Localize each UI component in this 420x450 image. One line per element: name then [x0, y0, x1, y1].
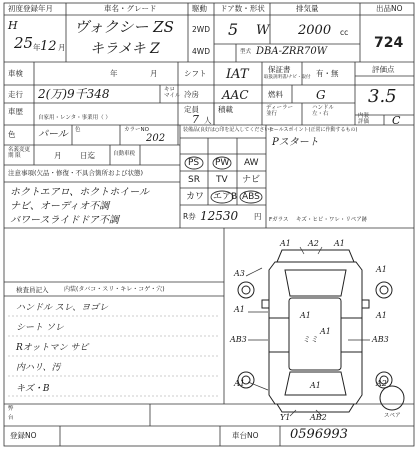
- month-unit: 月: [58, 43, 66, 52]
- damage-label: AB2: [310, 413, 327, 422]
- recycle-unit: 円: [254, 212, 262, 221]
- drive-label: 駆動: [192, 4, 207, 13]
- model-code: DBA-ZRR70W: [256, 46, 327, 57]
- inspector-line-5: キズ・B: [16, 384, 50, 394]
- inspector-line-3: Rオットマン サビ: [16, 343, 89, 353]
- renewal-day: 日迄: [80, 151, 95, 160]
- equip-ps: PS: [188, 158, 200, 168]
- capacity-sub: 積載: [218, 105, 233, 114]
- equip-navi: ナビ: [242, 175, 261, 185]
- damage-label: AB3: [230, 335, 247, 344]
- reg-month: 12: [40, 39, 57, 54]
- renewal-label: 名義変更 期 限: [8, 147, 31, 159]
- lot-number: 724: [374, 35, 404, 51]
- color-code-label: 色: [75, 127, 81, 133]
- damage-label: A2: [308, 239, 319, 248]
- history-options: 自家用・レンタ・事業用（ ）: [38, 115, 111, 121]
- note-line-2: ナビ、オーディオ不調: [10, 201, 110, 212]
- grade: キラメキ Z: [90, 41, 160, 57]
- equip-tv: TV: [216, 175, 228, 185]
- spare-label: スペア: [384, 413, 401, 419]
- color-value: パール: [38, 129, 68, 140]
- note-line-1: ホクトエアロ、ホクトホイール: [10, 187, 149, 198]
- damage-label: A1: [280, 239, 291, 248]
- footer-left-sub: 台: [8, 415, 14, 421]
- door-label: ドア数・形状: [220, 4, 265, 13]
- score-value: 3.5: [368, 86, 397, 107]
- equip-airbag: エアB: [213, 192, 238, 202]
- inspector-line-2: シート ソレ: [16, 323, 64, 333]
- damage-label: A1: [376, 265, 387, 274]
- displacement-label: 排気量: [296, 4, 319, 13]
- recycle-label: R券: [183, 212, 196, 221]
- warranty-label: 保証書: [268, 65, 291, 74]
- chassis-number: 0596993: [290, 427, 348, 442]
- sales-label: セールスポイント(正常に作動するもの): [269, 127, 358, 133]
- score-label: 評価点: [372, 65, 395, 74]
- damage-label: A1: [376, 311, 387, 320]
- capacity-unit: 人: [204, 116, 212, 125]
- fuel-value: G: [316, 88, 326, 102]
- renewal-month: 月: [54, 151, 62, 160]
- damage-label: A1: [310, 381, 321, 390]
- lot-label: 出品NO: [376, 4, 403, 13]
- f-glass-options: キズ・ヒビ・ワレ・リペア跡: [296, 217, 368, 223]
- equip-leather: カワ: [186, 192, 205, 202]
- handle-label: ハンドル 左・右: [312, 105, 335, 117]
- inspector-options: 内装(タバコ・スリ・キレ・コゲ・穴): [64, 286, 165, 293]
- interior-label: 内装 評価: [358, 113, 370, 125]
- color-no-label: カラーNO: [124, 127, 149, 133]
- sales-point: Pスタート: [272, 137, 319, 148]
- ac-label: 冷房: [184, 90, 199, 99]
- reg-year: 25: [14, 34, 34, 52]
- equip-sr: SR: [188, 175, 200, 185]
- doors: 5: [228, 20, 239, 39]
- displacement: 2000: [298, 23, 332, 38]
- inspection-year-unit: 年: [110, 69, 118, 78]
- dealer-label: ディーラー 並行: [266, 105, 294, 117]
- color-no-value: 202: [146, 133, 166, 144]
- damage-label: A1: [234, 305, 245, 314]
- ac-value: AAC: [222, 88, 249, 102]
- damage-label: AB3: [372, 335, 389, 344]
- interior-value: C: [392, 114, 401, 127]
- damage-label: A1: [234, 379, 245, 388]
- model-label: 型式: [240, 49, 252, 55]
- recycle-value: 12530: [200, 209, 239, 223]
- inspection-label: 車検: [8, 69, 23, 78]
- shift-label: シフト: [184, 69, 207, 78]
- car-name-label: 車名・グレード: [104, 4, 157, 13]
- shape: W: [256, 23, 270, 38]
- equip-abs: ABS: [242, 192, 260, 202]
- equip-label: 装備品(良好は○印を記入してください): [183, 127, 272, 133]
- equip-pw: PW: [215, 158, 230, 168]
- note-line-3: バワースライドドア不調: [10, 215, 119, 226]
- reg-no-label: 登録NO: [10, 431, 37, 440]
- notes-title: 注意事項(欠品・修復・不具合箇所および状態): [8, 169, 144, 177]
- era: H: [8, 19, 18, 32]
- drive-2wd: 2WD: [192, 25, 210, 34]
- history-label: 車歴: [8, 107, 23, 116]
- year-unit: 年: [33, 43, 41, 52]
- tax-label: 自動車税: [113, 151, 136, 157]
- damage-label: Y1: [280, 413, 291, 422]
- warranty-status: 有・無: [316, 69, 339, 78]
- shift-value: IAT: [226, 67, 249, 82]
- damage-label: A1: [334, 239, 345, 248]
- damage-label: ミミ: [302, 335, 318, 344]
- inspector-title: 検査員記入: [16, 286, 49, 294]
- capacity-label: 定員: [184, 105, 199, 114]
- damage-label: A1: [300, 311, 311, 320]
- drive-4wd: 4WD: [192, 47, 210, 56]
- mileage-label: 走行: [8, 90, 23, 99]
- first-reg-label: 初度登録年月: [8, 4, 53, 13]
- footer-left-label: 弊: [8, 406, 14, 412]
- car-name: ヴォクシー ZS: [74, 18, 174, 36]
- capacity-value: 7: [192, 113, 199, 126]
- cc-unit: cc: [340, 28, 349, 37]
- inspector-line-1: ハンドル スレ、ヨゴレ: [16, 303, 109, 313]
- inspector-line-4: 内ハリ、汚: [16, 363, 61, 373]
- equip-aw: AW: [244, 158, 259, 168]
- damage-label: A1: [320, 327, 331, 336]
- f-glass-label: Fガラス: [269, 217, 289, 223]
- inspection-month-unit: 月: [150, 69, 158, 78]
- mileage-value: 2(万)9千348: [38, 87, 110, 101]
- damage-label: A2: [376, 379, 387, 388]
- warranty-sub: 取扱説明書/ナビ・取付: [264, 75, 311, 80]
- color-label: 色: [8, 130, 16, 139]
- km-label: キロ マイル: [164, 87, 181, 99]
- fuel-label: 燃料: [268, 90, 283, 99]
- chassis-label: 車台NO: [232, 431, 259, 440]
- damage-label: A3: [234, 269, 245, 278]
